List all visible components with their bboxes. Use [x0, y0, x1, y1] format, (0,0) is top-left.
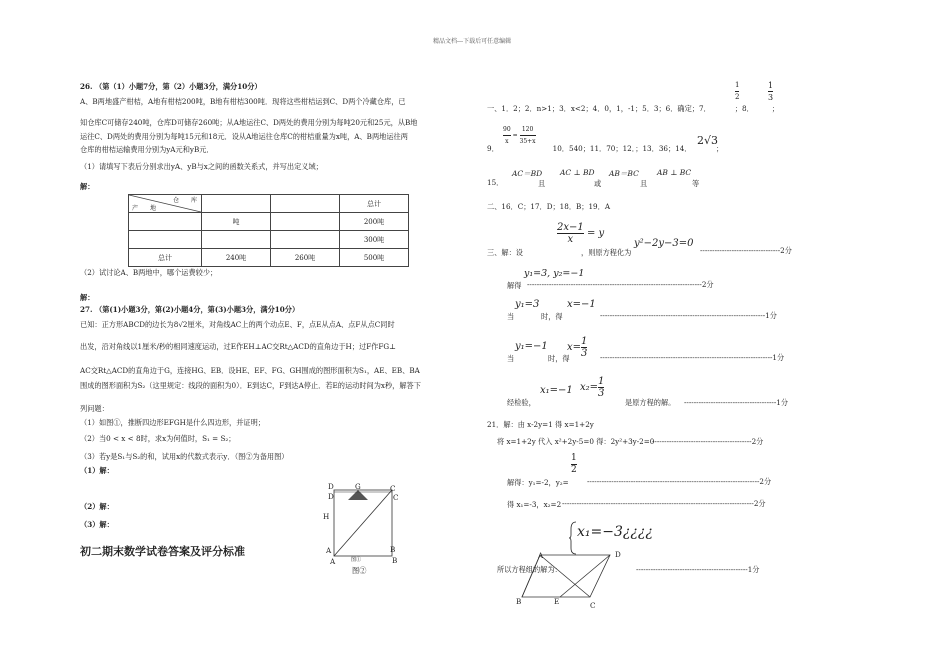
section-title: 初二期末数学试卷答案及评分标准 [80, 545, 245, 558]
score-1c: --------------------------------------1分 [684, 398, 789, 407]
frac-num: 1 [598, 376, 605, 387]
case2-x [567, 336, 587, 359]
fig3-label-e: E [554, 597, 560, 606]
q15-and2: 且 [640, 179, 648, 188]
q21-line4: 得 x₁=-3，x₂=2 [507, 500, 562, 509]
table-diag-cell [129, 195, 202, 213]
q21-line1: 21．解：由 x-2y=1 得 x=1+2y [487, 420, 594, 429]
q27-answer2: （2）解： [80, 502, 114, 511]
table-cell-r1-total: 200吨 [340, 213, 409, 231]
section1-end: ； [771, 104, 779, 113]
table-cell [129, 231, 202, 249]
q27-line5: 列问题： [80, 404, 109, 413]
frac-num: 120 [520, 124, 536, 136]
sqrt-value: 2√3 [697, 134, 719, 147]
frac-den: 3 [768, 93, 774, 102]
q27-line3: AC交Rt△ACD的直角边于G，连接HG、EB．设HE、EF、FG、GH围成的图形面积为S₁，AE、EB、BA [80, 366, 420, 375]
case1-y: y₁=3 [515, 299, 540, 310]
table-cell-grand: 500吨 [340, 249, 409, 267]
q26-title: 26. （第（1）小题7分，第（2）小题3分，满分10分） [80, 82, 262, 91]
table-cell [129, 213, 202, 231]
check-x2-label: x₂= [580, 382, 599, 393]
table-cell [202, 195, 271, 213]
table-cell-ton: 吨 [202, 213, 271, 231]
case2-x-label: x= [567, 342, 582, 353]
fig1-caption: 图① [351, 557, 362, 563]
table-cell [271, 231, 340, 249]
fig2-label-b: B [390, 545, 396, 554]
fig3-label-a: A [538, 551, 544, 560]
q26-answer-label: 解： [80, 182, 95, 191]
frac-den: 2 [735, 93, 740, 101]
frac-den: x [505, 138, 509, 145]
q15-prefix: 15． [487, 178, 504, 187]
section1-text: 一、1．2；2．n>1；3．x<2；4．0，1，-1；5．3；6．确定；7． [487, 104, 711, 113]
fig3-label-b: B [516, 597, 522, 606]
fig2-caption: 图② [352, 566, 367, 575]
answer-section2: 二、16．C；17．D；18．B；19．A [487, 202, 611, 211]
score-2: ---------------------------------2分 [700, 246, 792, 255]
top-frac-2 [768, 80, 773, 103]
frac-den: 3 [598, 388, 605, 399]
q26-part2-answer: 解： [80, 293, 95, 302]
q21-line5: 所以方程组的解为： [497, 565, 562, 574]
q27-part3: （3）若y是S₁与S₂的和，试用x的代数式表示y．（图②为备用图） [80, 452, 289, 461]
q27-line2: 出发，沿对角线以1厘米/秒的相同速度运动，过E作EH⊥AC交Rt△ACD的直角边于H；过F作FG⊥ [80, 342, 396, 351]
q26-line1: A、B两地盛产柑桔，A地有柑桔200吨，B地有柑桔300吨．现将这些柑桔运到C、D两个冷藏仓库，已 [80, 97, 406, 106]
check-x1: x₁=−1 [540, 385, 573, 396]
fig3-label-d: D [615, 550, 621, 559]
eq15-d: AB ⊥ BC [657, 168, 692, 177]
table-cell [271, 195, 340, 213]
q27-answer3: （3）解： [80, 520, 114, 529]
table-cell [202, 231, 271, 249]
top-frac-1 [735, 80, 739, 103]
substitution [557, 222, 604, 245]
section3-intro: 三、解：设 [487, 248, 523, 257]
q15-etc: 等 [692, 179, 700, 188]
q15-or: 或 [594, 179, 602, 188]
eq15-c: AB＝BC [609, 169, 639, 178]
system-solution: x₁=−3¿¿¿¿ [577, 524, 653, 540]
solve-label: 解得 [507, 281, 522, 290]
fig3-label-c: C [590, 601, 596, 610]
quadratic-eq: y²−2y−3=0 [634, 238, 694, 249]
frac-num: 1 [571, 453, 577, 463]
q21-line5-score: ----------------------------------------------1分 [636, 565, 760, 574]
case1-then: 时，得 [541, 312, 563, 321]
case2-when: 当 [507, 354, 515, 363]
q26-line3: 运往C、D两处的费用分别为每吨15元和18元．设从A地运往仓库C的柑桔重量为x吨，A、B两地运往两 [80, 132, 408, 141]
fig2-label-b2: B [392, 556, 398, 565]
q15-and: 且 [538, 179, 546, 188]
check-post: 是原方程的解。 [625, 398, 676, 407]
fig2-label-a: A [326, 546, 332, 555]
fig2-label-d2: D [328, 492, 334, 501]
frac-num: 2x−1 [557, 222, 584, 233]
answer-9-14: 9． 10．540；11．70；12．；13．36；14． [487, 144, 692, 153]
frac-den: x [567, 234, 574, 245]
case1-x: x=−1 [567, 299, 596, 310]
q21-line4-score: -------------------------------------------------------------------------------2分 [562, 499, 766, 508]
score-2b: ------------------------------------------------------------------------2分 [527, 280, 714, 289]
eq15-a: AC＝BD [512, 169, 543, 178]
frac-num: 1 [581, 336, 588, 347]
q21-line3-score: -----------------------------------------------------------------------2分 [587, 477, 772, 486]
q27-line1: 已知：正方形ABCD的边长为8√2厘米，对角线AC上的两个动点E、F，点E从点A、点F从点C同时 [80, 320, 395, 329]
fig2-label-d: D [328, 482, 334, 491]
q27-line4: 围成的图形面积为S₂（这里规定：线段的面积为0）．E到达C，F到达A停止．若E的运动时间为x秒，解答下 [80, 381, 421, 390]
q27-part2: （2）当0 < x < 8时，求x为何值时，S₁ = S₂； [80, 434, 236, 443]
fig2-label-c2: C [393, 493, 399, 502]
frac-num: 90 [503, 124, 511, 136]
check-x2 [580, 376, 604, 399]
q21-line3: 解得：y₁=-2，y₂= [507, 478, 569, 487]
fig2-label-h: H [323, 512, 330, 521]
frac-den: 3 [581, 348, 588, 359]
score-1b: -----------------------------------------------------------------------1分 [600, 353, 785, 362]
eq9-equals: = [512, 132, 518, 139]
frac-den: 35+x [519, 138, 536, 145]
table-cell-c-total: 240吨 [202, 249, 271, 267]
section1-tail: ；8． [734, 104, 754, 113]
q21-line2-score: -----------------------------------------2分 [652, 437, 764, 446]
q26-part1: （1）请填写下表后分别求出yA、yB与x之间的函数关系式，并写出定义域； [80, 162, 323, 171]
frac-den: 2 [571, 465, 577, 475]
case1-when: 当 [507, 312, 515, 321]
answer-9-end: ； [716, 144, 724, 153]
q26-line4: 仓库的柑桔运输费用分别为yA元和yB元． [80, 145, 214, 154]
q27-part1: （1）如图①，推断四边形EFGH是什么四边形，并证明； [80, 418, 265, 427]
eq15-b: AC ⊥ BD [560, 168, 595, 177]
table-cell [271, 213, 340, 231]
q27-answer1: （1）解： [80, 466, 114, 475]
sub-y: = y [586, 228, 605, 239]
table-header-warehouse: 仓 库 [172, 197, 197, 204]
frac-num: 1 [735, 80, 739, 92]
table-cell-d-total: 260吨 [271, 249, 340, 267]
q21-line2: 将 x=1+2y 代入 x²+2y-5=0 得：2y²+3y-2=0 [497, 437, 655, 446]
frac-num: 1 [768, 81, 774, 90]
q21-frac [571, 453, 577, 476]
table-cell-r2-total: 300吨 [340, 231, 409, 249]
check-pre: 经检验， [507, 398, 536, 407]
score-1a: --------------------------------------------------------------------1分 [600, 311, 777, 320]
page-header: 精品文档---下载后可任意编辑 [433, 38, 512, 45]
transport-table [128, 194, 409, 267]
fig2-label-g: G [355, 482, 361, 491]
answer-section1 [487, 104, 779, 114]
q27-title: 27. （第(1)小题3分，第(2)小题4分，第(3)小题3分，满分10分） [80, 305, 300, 314]
case2-y: y₁=−1 [515, 341, 548, 352]
table-header-total: 总计 [340, 195, 409, 213]
section3-mid: ，则原方程化为 [581, 248, 632, 257]
fig2-label-a2: A [330, 557, 336, 566]
case2-then: 时，得 [548, 354, 570, 363]
q26-line2: 知仓库C可储存240吨，仓库D可储存260吨；从A地运往C、D两处的费用分别为每吨20元和25元，从B地 [80, 118, 418, 127]
table-row-sum-label: 总计 [129, 249, 202, 267]
fig2-label-c: C [390, 484, 396, 493]
table-header-origin: 产 地 [132, 205, 157, 212]
q26-part2: （2）试讨论A、B两地中，哪个运费较少； [80, 268, 218, 277]
roots-y: y₁=3, y₂=−1 [524, 268, 585, 279]
